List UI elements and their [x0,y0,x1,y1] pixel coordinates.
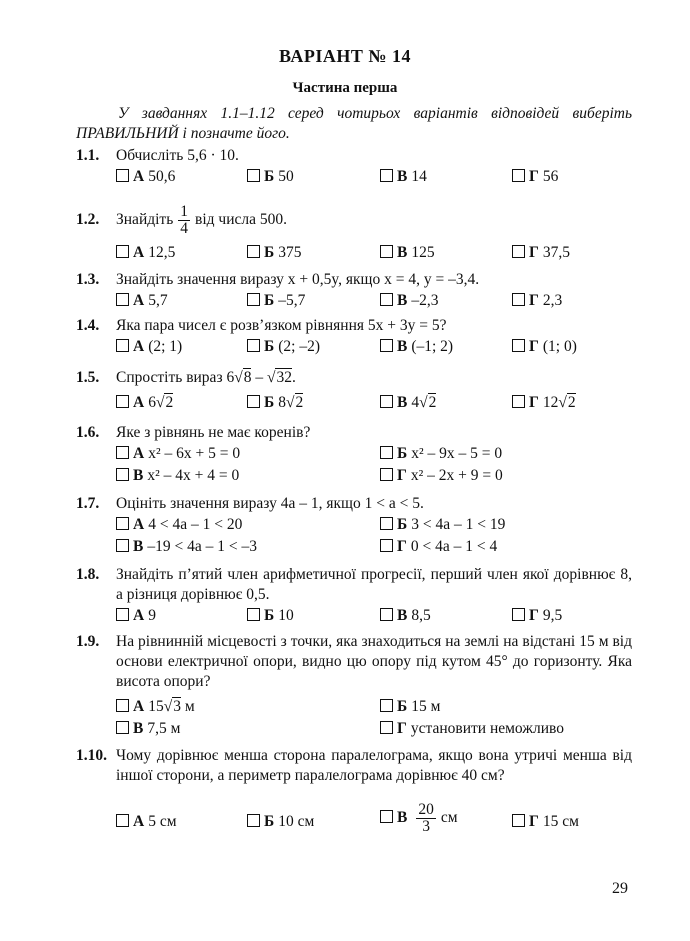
checkbox-icon[interactable] [380,810,393,823]
question-1-9 [76,632,632,740]
option-a[interactable]: А 6√2 [116,392,173,414]
question-number: 1.1. [76,147,100,164]
checkbox-icon[interactable] [247,293,260,306]
option-a[interactable]: А 4 < 4a – 1 < 20 [116,514,242,536]
checkbox-icon[interactable] [116,245,129,258]
question-number: 1.8. [76,566,100,583]
question-1-7 [76,494,632,558]
checkbox-icon[interactable] [116,446,129,459]
question-1-6 [76,423,632,487]
question-1-8 [76,565,632,627]
question-text: Знайдіть п’ятий член арифметичної прогресії, перший член якої дорівнює 8, а різниця дорівнює 0,5. [116,566,632,603]
option-b[interactable]: Б (2; –2) [247,336,320,358]
option-a[interactable]: А 15√3 м [116,696,195,718]
option-b[interactable]: Б 3 < 4a – 1 < 19 [380,514,505,536]
option-b[interactable]: Б –5,7 [247,290,305,312]
checkbox-icon[interactable] [512,814,525,827]
question-number: 1.9. [76,633,100,650]
checkbox-icon[interactable] [247,814,260,827]
option-v[interactable]: В 4√2 [380,392,436,414]
option-v[interactable]: В 14 [380,166,427,188]
checkbox-icon[interactable] [512,608,525,621]
part-subtitle: Частина перша [292,80,398,96]
checkbox-icon[interactable] [116,468,129,481]
page-number: 29 [612,880,628,897]
checkbox-icon[interactable] [380,395,393,408]
option-b[interactable]: Б 10 [247,605,294,627]
checkbox-icon[interactable] [116,814,129,827]
checkbox-icon[interactable] [512,339,525,352]
checkbox-icon[interactable] [380,539,393,552]
question-1-3 [76,270,632,312]
option-g[interactable]: Г 2,3 [512,290,562,312]
option-v[interactable]: В (–1; 2) [380,336,453,358]
option-b[interactable]: Б x² – 9x – 5 = 0 [380,443,502,465]
question-1-2: 1.2. Знайдіть $\frac{1}{4}$ від числа 500. А 12,5 Б 375 В 125 Г 37,5 [76,202,632,264]
option-g[interactable]: Г установити неможливо [380,718,564,740]
option-a[interactable]: А x² – 6x + 5 = 0 [116,443,240,465]
checkbox-icon[interactable] [380,721,393,734]
checkbox-icon[interactable] [247,245,260,258]
option-v[interactable]: В $\frac{20}{3}$ см [380,802,458,835]
question-number: 1.5. [76,369,100,386]
checkbox-icon[interactable] [380,468,393,481]
question-number: 1.10. [76,747,107,764]
checkbox-icon[interactable] [380,245,393,258]
question-number: 1.4. [76,317,100,334]
question-1-1 [76,146,632,188]
option-a[interactable]: А 9 [116,605,156,627]
option-a[interactable]: А (2; 1) [116,336,182,358]
checkbox-icon[interactable] [380,446,393,459]
checkbox-icon[interactable] [116,517,129,530]
option-a[interactable]: А 12,5 [116,242,175,264]
option-v[interactable]: В 8,5 [380,605,431,627]
option-g[interactable]: Г (1; 0) [512,336,577,358]
question-text: Оцініть значення виразу 4a – 1, якщо 1 < a < 5. [116,495,424,512]
option-v[interactable]: В 125 [380,242,435,264]
option-b[interactable]: Б 375 [247,242,302,264]
checkbox-icon[interactable] [116,608,129,621]
option-a[interactable]: А 5 см [116,811,177,833]
instructions: У завданнях 1.1–1.12 серед чотирьох варіантів відповідей виберіть ПРАВИЛЬНИЙ і позначте його. [76,105,632,142]
checkbox-icon[interactable] [380,699,393,712]
question-text: Знайдіть значення виразу x + 0,5y, якщо x = 4, y = –3,4. [116,271,480,288]
fraction: $\frac{1}{4}$ [180,202,189,237]
option-v[interactable]: В –19 < 4a – 1 < –3 [116,536,257,558]
checkbox-icon[interactable] [116,539,129,552]
question-number: 1.3. [76,271,100,288]
option-a[interactable]: А 50,6 [116,166,175,188]
question-text: Яка пара чисел є розв’язком рівняння 5x + 3y = 5? [116,317,447,334]
question-1-5: 1.5. Спростіть вираз 6√8 – √32. А 6√2 Б 8√2 В 4√2 Г 12√2 [76,368,632,414]
option-a[interactable]: А 5,7 [116,290,168,312]
option-b[interactable]: Б 50 [247,166,294,188]
checkbox-icon[interactable] [380,169,393,182]
checkbox-icon[interactable] [512,245,525,258]
option-g[interactable]: Г 15 см [512,811,579,833]
checkbox-icon[interactable] [247,395,260,408]
option-g[interactable]: Г 12√2 [512,392,576,414]
question-1-10 [76,746,632,842]
checkbox-icon[interactable] [380,293,393,306]
question-number: 1.6. [76,424,100,441]
option-v[interactable]: В –2,3 [380,290,438,312]
question-text: На рівнинній місцевості з точки, яка знаходиться на землі на відстані 15 м від основи електричної опори, видно цю опору під кутом 45° до горизонту. Яка висота опори? [116,633,632,690]
checkbox-icon[interactable] [380,608,393,621]
checkbox-icon[interactable] [512,169,525,182]
option-g[interactable]: Г 37,5 [512,242,570,264]
checkbox-icon[interactable] [116,395,129,408]
question-1-4 [76,316,632,358]
checkbox-icon[interactable] [247,608,260,621]
checkbox-icon[interactable] [116,339,129,352]
checkbox-icon[interactable] [116,699,129,712]
option-b[interactable]: Б 8√2 [247,392,303,414]
question-text: Обчисліть 5,6 · 10. [116,147,239,164]
checkbox-icon[interactable] [380,339,393,352]
checkbox-icon[interactable] [380,517,393,530]
checkbox-icon[interactable] [247,169,260,182]
checkbox-icon[interactable] [512,293,525,306]
option-b[interactable]: Б 15 м [380,696,440,718]
option-v[interactable]: В 7,5 м [116,718,180,740]
fraction: $\frac{20}{3}$ [418,801,434,835]
option-g[interactable]: Г 0 < 4a – 1 < 4 [380,536,497,558]
option-g[interactable]: Г 56 [512,166,558,188]
option-v[interactable]: В x² – 4x + 4 = 0 [116,465,239,487]
option-b[interactable]: Б 10 см [247,811,314,833]
checkbox-icon[interactable] [247,339,260,352]
checkbox-icon[interactable] [512,395,525,408]
question-number: 1.2. [76,211,100,228]
question-text: Чому дорівнює менша сторона паралелограма, якщо вона утричі менша від іншої сторони, а периметр паралелограма дорівнює 40 см? [116,747,632,784]
checkbox-icon[interactable] [116,721,129,734]
checkbox-icon[interactable] [116,169,129,182]
option-g[interactable]: Г x² – 2x + 9 = 0 [380,465,503,487]
option-g[interactable]: Г 9,5 [512,605,562,627]
variant-title: ВАРІАНТ № 14 [279,46,411,66]
question-number: 1.7. [76,495,100,512]
checkbox-icon[interactable] [116,293,129,306]
question-text: Яке з рівнянь не має коренів? [116,424,311,441]
